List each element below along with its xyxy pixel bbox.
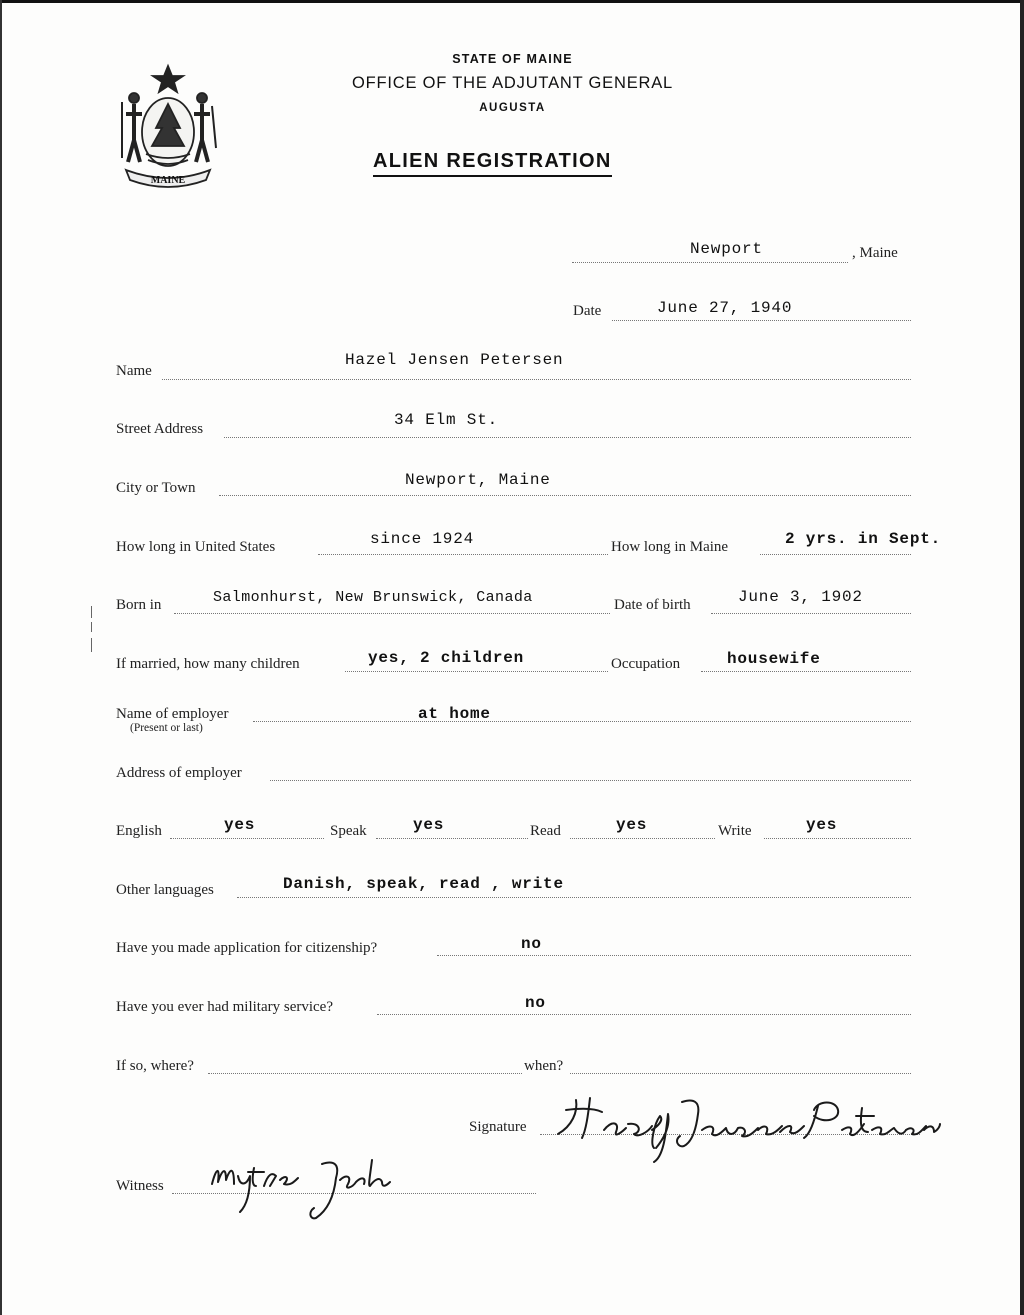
born-in-line bbox=[174, 613, 610, 614]
witness-label: Witness bbox=[116, 1178, 164, 1194]
write-label: Write bbox=[718, 823, 752, 839]
read-line bbox=[570, 838, 715, 839]
street-address-line bbox=[224, 437, 911, 438]
city-line bbox=[219, 495, 911, 496]
born-in-label: Born in bbox=[116, 597, 162, 613]
header-city: AUGUSTA bbox=[479, 102, 546, 114]
english-value: yes bbox=[224, 816, 256, 834]
employer-label: Name of employer bbox=[116, 706, 229, 722]
witness-value: Myrtle York bbox=[206, 1146, 211, 1147]
name-line bbox=[162, 379, 911, 380]
other-languages-value: Danish, speak, read , write bbox=[283, 875, 564, 893]
city-value: Newport, Maine bbox=[405, 471, 551, 489]
employer-address-label: Address of employer bbox=[116, 765, 242, 781]
other-languages-label: Other languages bbox=[116, 882, 214, 898]
date-label: Date bbox=[573, 303, 602, 319]
employer-value: at home bbox=[418, 705, 491, 723]
children-value: yes, 2 children bbox=[368, 649, 525, 667]
read-value: yes bbox=[616, 816, 648, 834]
how-long-maine-label: How long in Maine bbox=[611, 539, 729, 555]
date-of-birth-line bbox=[711, 613, 911, 614]
occupation-value: housewife bbox=[727, 650, 821, 668]
signature-value: Hazel Jensen Petersen bbox=[542, 1086, 551, 1087]
form-title: ALIEN REGISTRATION bbox=[373, 150, 612, 177]
employer-sublabel: (Present or last) bbox=[130, 722, 203, 734]
date-line bbox=[612, 320, 911, 321]
witness-handwriting-icon bbox=[206, 1146, 406, 1226]
occupation-label: Occupation bbox=[611, 656, 681, 672]
header-office: OFFICE OF THE ADJUTANT GENERAL bbox=[351, 74, 674, 92]
other-languages-line bbox=[237, 897, 911, 898]
date-of-birth-label: Date of birth bbox=[614, 597, 691, 613]
margin-mark bbox=[91, 622, 92, 632]
street-address-value: 34 Elm St. bbox=[394, 411, 499, 429]
date-of-birth-value: June 3, 1902 bbox=[738, 588, 863, 606]
how-long-maine-line bbox=[760, 554, 911, 555]
seal-banner-text: MAINE bbox=[150, 175, 186, 186]
write-line bbox=[764, 838, 911, 839]
english-label: English bbox=[116, 823, 162, 839]
date-value: June 27, 1940 bbox=[657, 299, 793, 317]
read-label: Read bbox=[530, 823, 561, 839]
city-label: City or Town bbox=[116, 480, 196, 496]
speak-value: yes bbox=[413, 816, 445, 834]
citizenship-label: Have you made application for citizenship? bbox=[116, 940, 378, 956]
where-line bbox=[208, 1073, 522, 1074]
when-label: when? bbox=[524, 1058, 564, 1074]
town-value: Newport bbox=[690, 240, 763, 258]
speak-line bbox=[376, 838, 528, 839]
military-line bbox=[377, 1014, 911, 1015]
scan-border-right bbox=[1020, 0, 1024, 1315]
born-in-value: Salmonhurst, New Brunswick, Canada bbox=[213, 589, 533, 606]
speak-label: Speak bbox=[330, 823, 367, 839]
military-value: no bbox=[525, 994, 546, 1012]
citizenship-value: no bbox=[521, 935, 542, 953]
how-long-maine-value: 2 yrs. in Sept. bbox=[785, 530, 942, 548]
street-address-label: Street Address bbox=[116, 421, 204, 437]
where-label: If so, where? bbox=[116, 1058, 194, 1074]
name-label: Name bbox=[116, 363, 152, 379]
when-line bbox=[570, 1073, 911, 1074]
children-line bbox=[345, 671, 608, 672]
town-suffix: , Maine bbox=[852, 245, 898, 261]
employer-address-line bbox=[270, 780, 911, 781]
header-state: STATE OF MAINE bbox=[452, 52, 573, 66]
name-value: Hazel Jensen Petersen bbox=[345, 351, 564, 369]
military-label: Have you ever had military service? bbox=[116, 999, 333, 1015]
margin-mark bbox=[91, 606, 92, 618]
children-label: If married, how many children bbox=[116, 656, 300, 672]
margin-mark bbox=[91, 638, 92, 652]
occupation-line bbox=[701, 671, 911, 672]
how-long-us-value: since 1924 bbox=[370, 530, 475, 548]
how-long-us-line bbox=[318, 554, 608, 555]
citizenship-line bbox=[437, 955, 911, 956]
signature-label: Signature bbox=[469, 1119, 527, 1135]
how-long-us-label: How long in United States bbox=[116, 539, 276, 555]
english-line bbox=[170, 838, 324, 839]
write-value: yes bbox=[806, 816, 838, 834]
signature-handwriting-icon bbox=[542, 1086, 942, 1166]
scan-border-left bbox=[0, 0, 2, 1315]
town-line bbox=[572, 262, 848, 263]
maine-state-seal-icon bbox=[112, 62, 224, 190]
scan-border-top bbox=[0, 0, 1024, 3]
employer-line bbox=[253, 721, 911, 722]
